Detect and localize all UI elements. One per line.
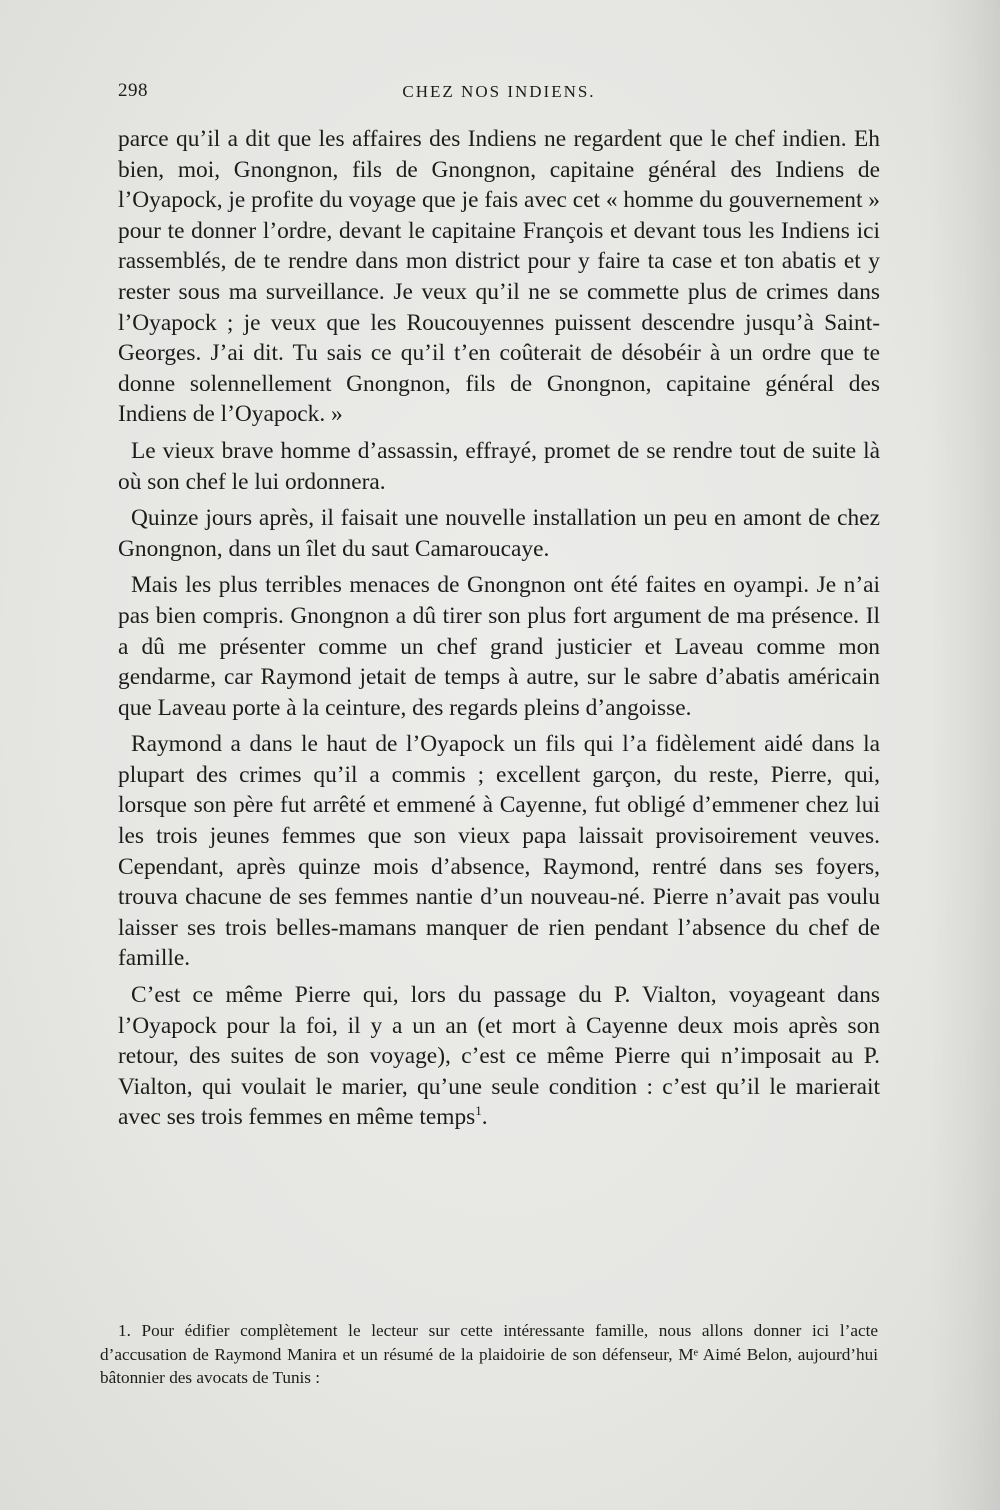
paragraph: Le vieux brave homme d’assassin, effrayé, promet de se rendre tout de suite là où son chef le lui ordonnera. (118, 437, 880, 495)
footnote-reference: 1 (475, 1103, 482, 1119)
footnote: 1. Pour édifier complètement le lecteur sur cette intéressante famille, nous allons donner ici l’acte d’accusation de Raymond Manira et un résumé de la plaidoirie de son défenseur, Mᵉ Aimé Belon, aujourd’hui bâtonnier des avocats de Tunis : (100, 1321, 878, 1387)
paragraph: Quinze jours après, il faisait une nouvelle installation un peu en amont de chez Gnongnon, dans un îlet du saut Camaroucaye. (118, 505, 880, 562)
running-head (118, 80, 880, 108)
paragraph-end-period: . (481, 1104, 488, 1131)
paragraph-with-footnote (118, 980, 880, 1133)
paragraph-text: C’est ce même Pierre qui, lors du passage du P. Vialton, voyageant dans l’Oyapock pour la foi, il y a un an (et mort à Cayenne deux mois après son retour, des suites de son voyage), c’est ce même Pierre qui n’imposait au P. Vialton, qui voulait le marier, qu’une seule condition : c’est qu’il le marierait avec ses trois femmes en même temps (118, 982, 880, 1131)
page-edge-shadow (930, 0, 1000, 1510)
body-text (118, 124, 880, 1133)
paragraph-continuation: parce qu’il a dit que les affaires des Indiens ne regardent que le chef indien. Eh bien, moi, Gnongnon, fils de Gnongnon, capitaine général des Indiens de l’Oyapock, je profite du voyage que je fais avec cet « homme du gouvernement » pour te donner l’ordre, devant le capitaine François et devant tous les Indiens ici rassemblés, de te rendre dans mon district pour y faire ta case et ton abatis et y rester sous ma surveillance. Je veux qu’il ne se commette plus de crimes dans l’Oyapock ; je veux que les Roucouyennes puissent descendre jusqu’à Saint-Georges. J’ai dit. Tu sais ce qu’il t’en coûterait de désobéir à un ordre que te donne solennellement Gnongnon, fils de Gnongnon, capitaine général des Indiens de l’Oyapock. » (118, 126, 880, 428)
running-title: CHEZ NOS INDIENS. (402, 82, 596, 101)
page-number: 298 (118, 80, 148, 101)
paragraph: Raymond a dans le haut de l’Oyapock un fils qui l’a fidèlement aidé dans la plupart des crimes qu’il a commis ; excellent garçon, du reste, Pierre, qui, lorsque son père fut arrêté et emmené à Cayenne, fut obligé d’emmener chez lui les trois jeunes femmes que son vieux papa laissait provisoirement veuves. Cependant, après quinze mois d’absence, Raymond, rentré dans ses foyers, trouva chacune de ses femmes nantie d’un nouveau-né. Pierre n’avait pas voulu laisser ses trois belles-mamans manquer de rien pendant l’absence du chef de famille. (118, 731, 880, 972)
paragraph: Mais les plus terribles menaces de Gnongnon ont été faites en oyampi. Je n’ai pas bien compris. Gnongnon a dû tirer son plus fort argument de ma présence. Il a dû me présenter comme un chef grand justicier et Laveau comme mon gendarme, car Raymond jetait de temps à autre, sur le sabre d’abatis américain que Laveau porte à la ceinture, des regards pleins d’angoisse. (118, 572, 880, 721)
